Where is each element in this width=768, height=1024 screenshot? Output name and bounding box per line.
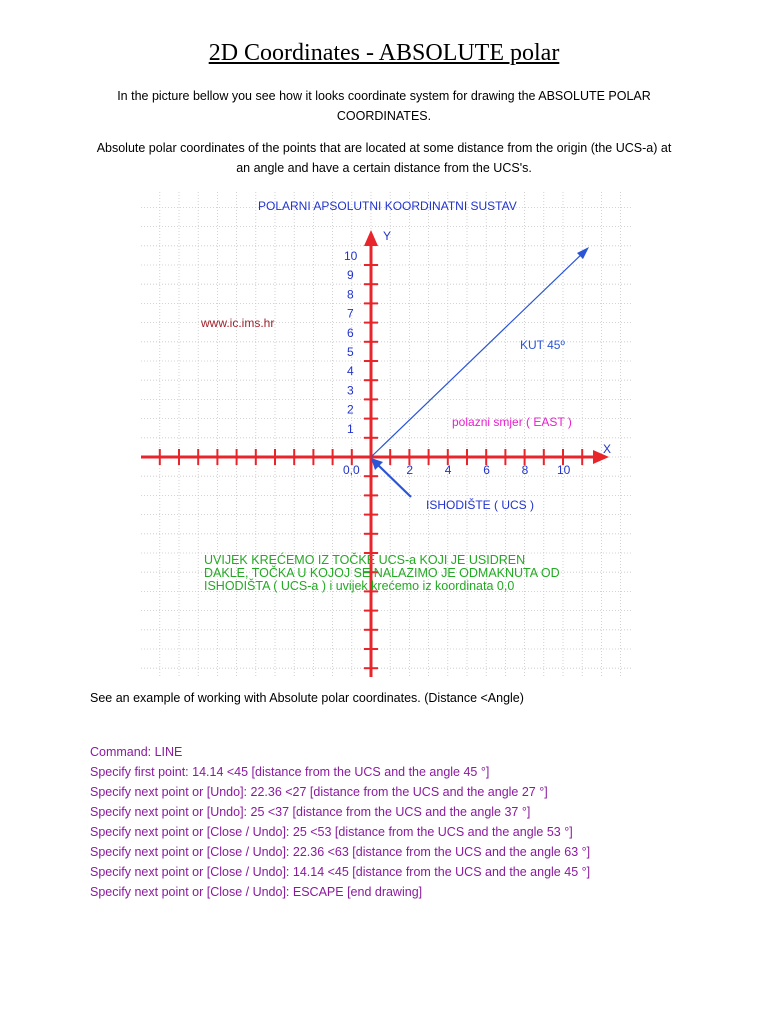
note-line-1: UVIJEK KREĆEMO IZ TOČKE UCS-a KOJI JE USIDREN [204, 553, 526, 567]
y-tick-label: 6 [347, 325, 354, 340]
y-tick-label: 7 [347, 306, 354, 321]
note-line-2: DAKLE, TOČKA U KOJOJ SE NALAZIMO JE ODMAKNUTA OD [204, 566, 560, 580]
website-label: www.ic.ims.hr [201, 316, 275, 330]
example-heading: See an example of working with Absolute polar coordinates. (Distance <Angle) [90, 691, 524, 705]
y-tick-label: 8 [347, 287, 354, 302]
note-line-3: ISHODIŠTA ( UCS-a ) i uvijek krećemo iz koordinata 0,0 [204, 579, 515, 593]
y-tick-label: 1 [347, 421, 354, 436]
figure-background [141, 192, 631, 677]
direction-label: polazni smjer ( EAST ) [452, 415, 572, 429]
y-axis-label: Y [383, 229, 392, 243]
command-line: Specify next point or [Close / Undo]: 14.14 <45 [distance from the UCS and the angle 45 °] [90, 865, 591, 879]
x-tick-label: 2 [406, 463, 414, 477]
page-title: 2D Coordinates - ABSOLUTE polar [208, 40, 560, 66]
intro-paragraph-2: Absolute polar coordinates of the points that are located at some distance from the origin (the UCS-a) at an angle and have a certain distance from the UCS's. [96, 141, 672, 175]
x-tick-label: 10 [557, 463, 571, 477]
command-line: Specify next point or [Undo]: 25 <37 [distance from the UCS and the angle 37 °] [90, 805, 531, 819]
command-line: Specify next point or [Close / Undo]: 25 <53 [distance from the UCS and the angle 53 °] [90, 825, 573, 839]
x-tick-label: 4 [444, 463, 452, 477]
origin-label: 0,0 [343, 463, 360, 477]
intro-paragraph-1: In the picture bellow you see how it looks coordinate system for drawing the ABSOLUTE POLAR COORDINATES. [117, 89, 651, 123]
command-list [90, 742, 590, 902]
y-tick-label: 10 [344, 249, 358, 263]
y-tick-label: 2 [347, 402, 354, 417]
command-line: Specify next point or [Close / Undo]: 22.36 <63 [distance from the UCS and the angle 63 °] [90, 845, 591, 859]
y-tick-label: 3 [347, 383, 354, 398]
command-line: Command: LINE [90, 745, 183, 759]
angle-label: KUT 45º [520, 338, 565, 352]
diagram-heading: POLARNI APSOLUTNI KOORDINATNI SUSTAV [258, 199, 517, 213]
ucs-label: ISHODIŠTE ( UCS ) [426, 498, 535, 512]
y-tick-label: 9 [347, 268, 354, 283]
x-axis-label: X [603, 442, 612, 456]
polar-coordinate-diagram [141, 192, 631, 677]
coordinate-figure [141, 192, 631, 682]
x-tick-label: 6 [483, 463, 490, 477]
command-line: Specify next point or [Close / Undo]: ESCAPE [end drawing] [90, 885, 423, 899]
y-tick-label: 4 [347, 364, 354, 379]
command-line: Specify first point: 14.14 <45 [distance from the UCS and the angle 45 °] [90, 765, 490, 779]
command-line: Specify next point or [Undo]: 22.36 <27 [distance from the UCS and the angle 27 °] [90, 785, 548, 799]
y-tick-label: 5 [347, 345, 354, 359]
x-tick-label: 8 [521, 463, 529, 477]
